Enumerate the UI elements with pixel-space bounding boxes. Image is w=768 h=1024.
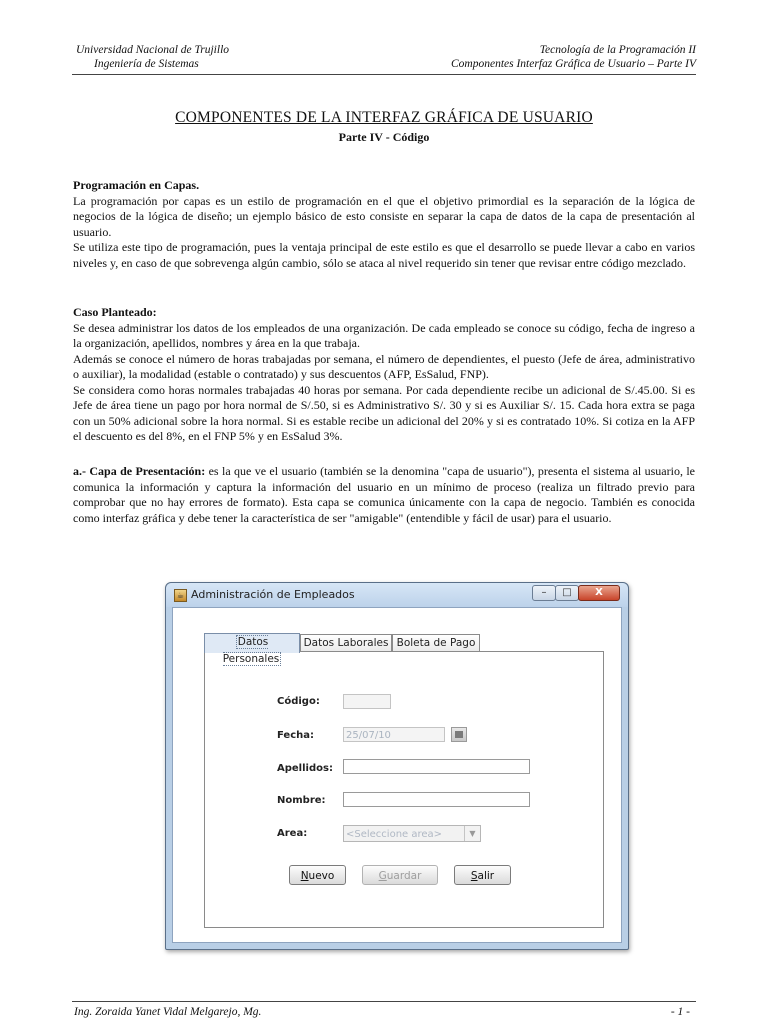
paragraph: Se utiliza este tipo de programación, pues la ventaja principal de este estilo es que el desarrollo se puede llevar a cabo en varios niveles y, en caso de que sobrevenga algún cambio, sólo se ataca al nivel requerido sin tener que revisar entre código mezclado.	[73, 240, 695, 270]
guardar-button[interactable]	[362, 865, 438, 885]
maximize-button[interactable]: □	[555, 585, 579, 601]
mnemonic: S	[470, 870, 478, 882]
mnemonic: N	[300, 870, 309, 882]
salir-button[interactable]	[454, 865, 511, 885]
footer-rule	[72, 1001, 696, 1002]
section-heading: a.- Capa de Presentación:	[73, 464, 206, 478]
paragraph: Se considera como horas normales trabajadas 40 horas por semana. Por cada dependiente recibe un adicional de S/.45.00. Si es Jefe de área tiene un pago por hora normal de S/.50, si es Administrativo S/. 30 y si es Auxiliar S/. 15. Cada hora extra se paga con un 50% adicional sobre la hora normal. Si es estable recibe un adicional del 20% y si es contratado 10%. Si cotiza en la AFP el descuento es del 8%, en el FNP 5% y en EsSalud 3%.	[73, 382, 695, 443]
close-button[interactable]: X	[578, 585, 620, 601]
footer-author: Ing. Zoraida Yanet Vidal Melgarejo, Mg.	[74, 1006, 262, 1018]
header-rule	[72, 74, 696, 75]
paragraph: Se desea administrar los datos de los empleados de una organización. De cada empleado se conoce su código, fecha de ingreso a la organización, apellidos, nombres y área en la que trabaja.	[73, 320, 695, 350]
tab-boleta-de-pago[interactable]: Boleta de Pago	[392, 634, 480, 652]
university-name: Universidad Nacional de Trujillo	[76, 44, 230, 56]
tab-label: Datos Personales	[222, 636, 280, 665]
nombre-field[interactable]	[343, 792, 530, 807]
fecha-field[interactable]: 25/07/10	[343, 727, 445, 742]
area-selected-value: <Seleccione area>	[346, 829, 443, 840]
window-title-bar	[166, 583, 628, 607]
mnemonic: G	[378, 870, 387, 882]
nombre-label: Nombre:	[277, 795, 326, 806]
header-left	[76, 43, 229, 71]
window-content	[172, 607, 622, 943]
button-label: uevo	[308, 870, 335, 882]
button-label: alir	[477, 870, 495, 882]
paragraph: Además se conoce el número de horas trabajadas por semana, el número de dependientes, el puesto (Jefe de área, administrativo o auxiliar), la modalidad (estable o contratado) y sus descuentos (AFP, EsSalud, FNP).	[73, 351, 695, 381]
minimize-button[interactable]: –	[532, 585, 556, 601]
paragraph: La programación por capas es un estilo de programación en el que el objetivo primordial es la separación de la lógica de negocios de la lógica de diseño; un ejemplo básico de esto consiste en separar la capa de datos de la capa de presentación al usuario.	[73, 193, 695, 239]
paragraph	[73, 464, 695, 526]
calendar-button[interactable]	[451, 727, 467, 742]
apellidos-label: Apellidos:	[277, 763, 333, 774]
fecha-label: Fecha:	[277, 730, 315, 741]
apellidos-field[interactable]	[343, 759, 530, 774]
button-label: uardar	[386, 870, 422, 882]
document-subtitle: Parte IV - Código	[338, 130, 430, 144]
app-window-screenshot	[165, 582, 629, 950]
header-right	[451, 43, 696, 71]
section-heading: Programación en Capas.	[73, 178, 200, 192]
chevron-down-icon[interactable]: ▼	[464, 826, 480, 841]
section-programacion-capas	[73, 178, 695, 271]
tab-datos-personales[interactable]	[204, 633, 300, 665]
section-caso-planteado	[73, 305, 695, 445]
java-cup-icon: ☕	[174, 589, 187, 602]
school-name: Ingeniería de Sistemas	[94, 58, 199, 70]
codigo-field[interactable]	[343, 694, 391, 709]
button-row	[289, 865, 529, 885]
tab-panel-datos-personales	[204, 651, 604, 928]
section-capa-presentacion	[73, 464, 695, 526]
area-select[interactable]	[343, 825, 481, 842]
page-number: - 1 -	[670, 1006, 690, 1018]
codigo-label: Código:	[277, 696, 320, 707]
paragraph-text: es la que ve el usuario (también se la denomina "capa de usuario"), presenta el sistema al usuario, le comunica la información y captura la información del usuario en un mínimo de proceso (realiza un filtrado previo para comprobar que no hay errores de formato). Esta capa se comunica únicamente con la capa de negocio. También es conocida como interfaz gráfica y debe tener la característica de ser "amigable" (entendible y fácil de usar) para el usuario.	[73, 464, 695, 525]
nuevo-button[interactable]	[289, 865, 346, 885]
document-topic: Componentes Interfaz Gráfica de Usuario – Parte IV	[451, 58, 696, 70]
window-title: Administración de Empleados	[191, 588, 355, 601]
area-label: Area:	[277, 828, 308, 839]
tab-datos-laborales[interactable]: Datos Laborales	[300, 634, 392, 652]
section-heading: Caso Planteado:	[73, 305, 157, 319]
document-title: COMPONENTES DE LA INTERFAZ GRÁFICA DE USUARIO	[175, 109, 593, 126]
course-name: Tecnología de la Programación II	[539, 44, 696, 56]
